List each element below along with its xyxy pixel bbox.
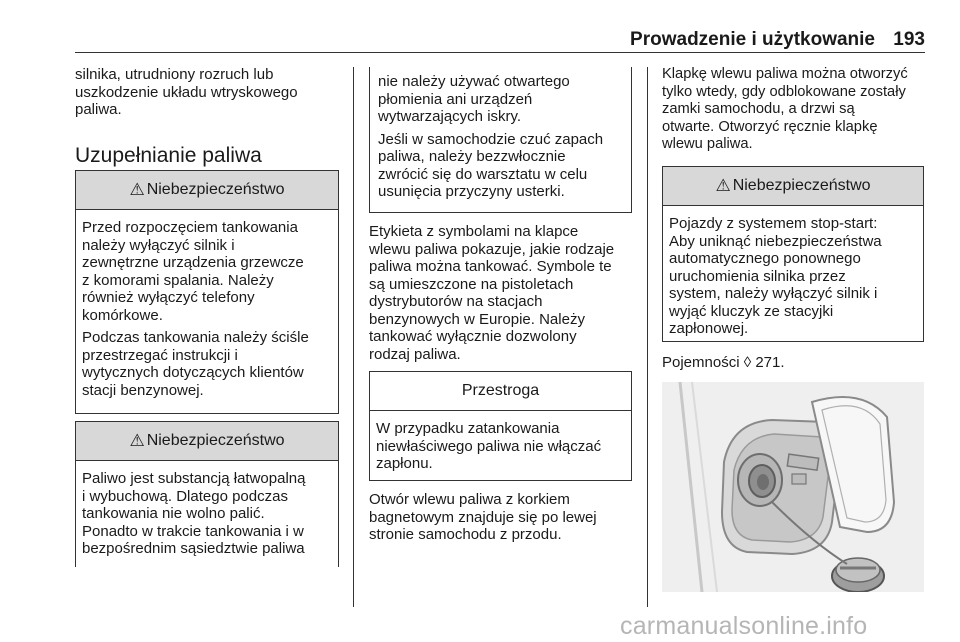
danger-box-1-title: Niebezpieczeństwo [146, 181, 285, 198]
fuel-label-paragraph: Etykieta z symbolami na klapce wlewu paliwa pokazuje, jakie rodzaje paliwa można tankować. Symbole te są umieszczone na pistoletach dystrybutorów na stacjach benzynowych w Europie. Należy tankować wyłącznie dozwolony rodzaj paliwa. [369, 223, 615, 363]
danger-box-3 [662, 166, 924, 342]
danger-box-2-p1: Paliwo jest substancją łatwopalną i wybuchową. Dlatego podczas tankowania nie wolno palić. Ponadto w trakcie tankowania i w bezpośrednim sąsiedztwie paliwa [82, 470, 306, 557]
warning-icon: ⚠ [715, 176, 731, 195]
caution-box [369, 371, 632, 481]
page-number: 193 [893, 29, 925, 50]
section-heading: Uzupełnianie paliwa [75, 144, 262, 167]
site-watermark: carmanualsonline.info [620, 612, 868, 640]
warning-icon: ⚠ [129, 431, 145, 450]
danger-box-2-continued [369, 67, 632, 213]
danger-box-2-title: Niebezpieczeństwo [146, 432, 285, 449]
continued-p1: nie należy używać otwartego płomienia ani urządzeń wytwarzających iskry. [378, 73, 570, 125]
danger-box-1 [75, 170, 339, 414]
danger-box-3-body [663, 206, 923, 338]
filler-location-paragraph: Otwór wlewu paliwa z korkiem bagnetowym znajduje się po lewej stronie samochodu z przodu. [369, 491, 597, 543]
column-divider-2 [647, 67, 648, 607]
danger-box-2-header [76, 422, 338, 461]
danger-box-1-p2: Podczas tankowania należy ściśle przestrzegać instrukcji i wytycznych dotyczących klientów stacji benzynowej. [82, 329, 309, 399]
running-header-title: Prowadzenie i użytkowanie [630, 29, 875, 50]
caution-box-header [370, 372, 631, 411]
caution-box-title: Przestroga [461, 382, 540, 399]
intro-paragraph: silnika, utrudniony rozruch lub uszkodzenie układu wtryskowego paliwa. [75, 66, 298, 118]
caution-box-body [370, 411, 631, 473]
capacity-reference [662, 354, 932, 372]
page-reference-icon: ◊ [743, 354, 752, 371]
danger-box-1-body [76, 210, 338, 399]
danger-box-1-p1: Przed rozpoczęciem tankowania należy wyłączyć silnik i zewnętrzne urządzenia grzewcze z komorami spalania. Należy również wyłączyć telefony komórkowe. [82, 219, 304, 324]
caution-box-p1: W przypadku zatankowania niewłaściwego paliwa nie włączać zapłonu. [376, 420, 602, 472]
fuel-filler-illustration [662, 382, 924, 592]
danger-box-1-header [76, 171, 338, 210]
warning-icon: ⚠ [129, 180, 145, 199]
capacity-label: Pojemności [662, 354, 740, 371]
danger-box-3-p1: Pojazdy z systemem stop-start: Aby uniknąć niebezpieczeństwa automatycznego ponownego uruchomienia silnika przez system, należy wyłączyć silnik i wyjąć kluczyk ze stacyjki zapłonowej. [669, 215, 882, 337]
danger-box-3-header [663, 167, 923, 206]
continued-p2: Jeśli w samochodzie czuć zapach paliwa, należy bezzwłocznie zwrócić się do warsztatu w celu usunięcia przyczyny usterki. [378, 130, 604, 200]
column-divider-1 [353, 67, 354, 607]
danger-box-2-body [76, 461, 338, 558]
fuel-flap-paragraph: Klapkę wlewu paliwa można otworzyć tylko wtedy, gdy odblokowane zostały zamki samochodu, a drzwi są otwarte. Otworzyć ręcznie klapkę wlewu paliwa. [662, 66, 908, 152]
fuel-filler-drawing [662, 382, 924, 592]
header-rule [75, 52, 925, 53]
capacity-page-link[interactable]: 271. [755, 354, 785, 371]
danger-box-2 [75, 421, 339, 567]
danger-box-3-title: Niebezpieczeństwo [732, 177, 871, 194]
